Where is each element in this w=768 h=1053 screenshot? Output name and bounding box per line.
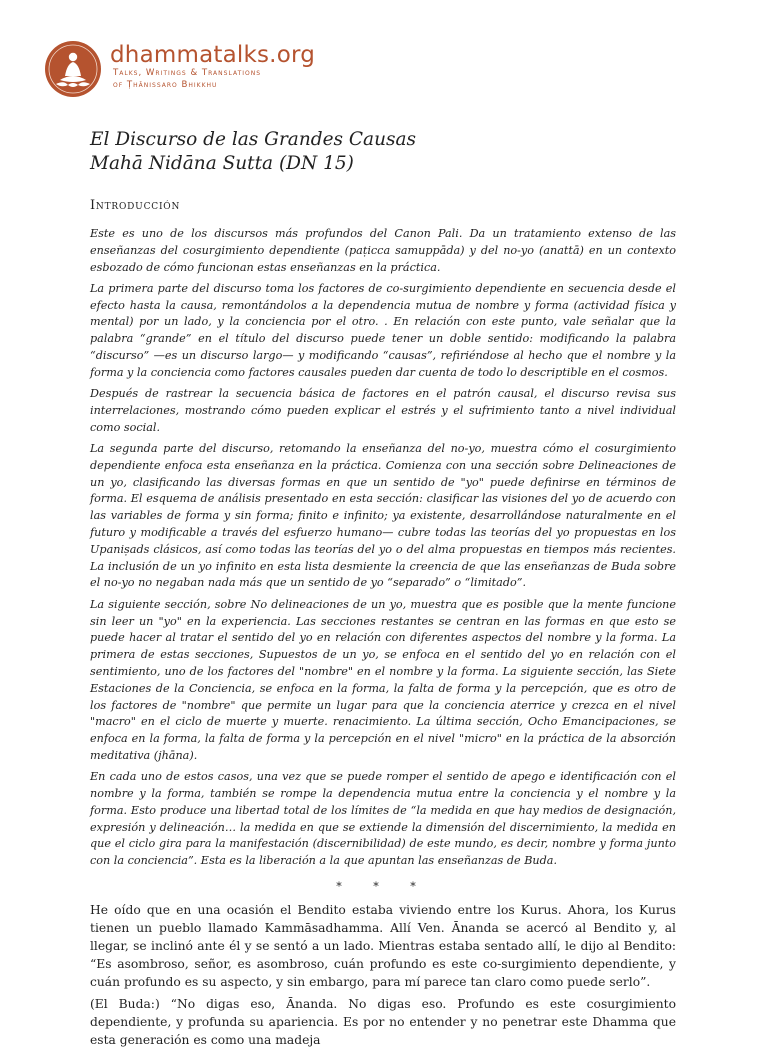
site-tagline-line1: Talks, Writings & Translations bbox=[113, 68, 262, 78]
introduction bbox=[90, 226, 676, 870]
brand bbox=[110, 43, 315, 91]
section-separator: * * * bbox=[336, 879, 430, 893]
site-header bbox=[44, 40, 315, 98]
site-tagline-line2: of Ṭhānissaro Bhikkhu bbox=[113, 80, 218, 90]
document-title bbox=[90, 128, 416, 176]
meditating-buddha-lotus-logo-icon[interactable] bbox=[44, 40, 102, 98]
intro-paragraph: La primera parte del discurso toma los factores de co-surgimiento dependiente en secuencia desde el efecto hasta la causa, remontándolos a la dependencia mutua de nombre y forma (actividad física y mental) por un lado, y la conciencia por el otro. . En relación con este punto, vale señalar que la palabra “grande” en el título del discurso puede tener un doble sentido: modificando la palabra “discurso” —es un discurso largo— y modificando “causas”, refiriéndose al hecho que el nombre y la forma y la conciencia como factores causales pueden dar cuenta de todo lo descriptible en el cosmos. bbox=[90, 281, 676, 379]
intro-paragraph: En cada uno de estos casos, una vez que se puede romper el sentido de apego e identificación con el nombre y la forma, también se rompe la dependencia mutua entre la conciencia y el nombre y la forma. Esto produce una libertad total de los límites de “la medida en que hay medios de designación, expresión y delineación… la medida en que se extiende la dimensión del discernimiento, la medida en que el ciclo gira para la manifestación (discernibilidad) de este mundo, es decir, nombre y forma junto con la conciencia”. Esta es la liberación a la que apuntan las enseñanzas de Buda. bbox=[90, 770, 676, 868]
document-body bbox=[90, 226, 676, 1053]
sutta-paragraph: He oído que en una ocasión el Bendito estaba viviendo entre los Kurus. Ahora, los Kurus tienen un pueblo llamado Kammāsadhamma. Allí Ven. Ānanda se acercó al Bendito y, al llegar, se inclinó ante él y se sentó a un lado. Mientras estaba sentado allí, le dijo al Bendito: “Es asombroso, señor, es asombroso, cuán profundo es este co-surgimiento dependiente, y cuán profundo es su aspecto, y sin embargo, para mí parece tan claro como puede serlo”. bbox=[90, 902, 676, 989]
sutta-paragraph: (El Buda:) “No digas eso, Ānanda. No digas eso. Profundo es este cosurgimiento dependiente, y profunda su apariencia. Es por no entender y no penetrar este Dhamma que esta generación es como una madeja bbox=[90, 996, 676, 1047]
intro-paragraph: La segunda parte del discurso, retomando la enseñanza del no-yo, muestra cómo el cosurgimiento dependiente enfoca esta enseñanza en la práctica. Comienza con una sección sobre Delineaciones de un yo, clasificando las diversas formas en que un sentido de "yo" puede definirse en términos de forma. El esquema de análisis presentado en esta sección: clasificar las visiones del yo de acuerdo con las variables de forma y sin forma; finito e infinito; ya existente, desarrollándose naturalmente en el futuro y modificable a través del esfuerzo humano— cubre todas las teorías del yo propuestas en los Upaniṣads clásicos, así como todas las teorías del yo o del alma propuestas en tiempos más recientes. La inclusión de un yo infinito en esta lista desmiente la creencia de que las enseñanzas de Buda sobre el no-yo no negaban nada más que un sentido de yo “separado” o “limitado”. bbox=[90, 442, 676, 590]
intro-paragraph: Este es uno de los discursos más profundos del Canon Pali. Da un tratamiento extenso de las enseñanzas del cosurgimiento dependiente (paṭicca samuppāda) y del no-yo (anattā) en un contexto esbozado de cómo funcionan estas enseñanzas en la práctica. bbox=[90, 227, 676, 274]
intro-paragraph: La siguiente sección, sobre No delineaciones de un yo, muestra que es posible que la mente funcione sin leer un "yo" en la experiencia. Las secciones restantes se centran en las formas en que esto se puede hacer al tratar el sentido del yo en relación con diferentes aspectos del nombre y la forma. La primera de estas secciones, Supuestos de un yo, se enfoca en el sentido del yo en relación con el sentimiento, uno de los factores del "nombre" en el nombre y la forma. La siguiente sección, las Siete Estaciones de la Conciencia, se enfoca en la forma, la falta de forma y la percepción, que es otro de los factores de "nombre" que permite un lugar para que la conciencia aterrice y crezca en el nivel "macro" en el ciclo de muerte y muerte. renacimiento. La última sección, Ocho Emancipaciones, se enfoca en la forma, la falta de forma y la percepción en el nivel "micro" en la práctica de la absorción meditativa (jhāna). bbox=[90, 597, 676, 762]
title-line-1: El Discurso de las Grandes Causas bbox=[90, 129, 417, 150]
title-line-2: Mahā Nidāna Sutta (DN 15) bbox=[90, 153, 354, 174]
intro-paragraph: Después de rastrear la secuencia básica de factores en el patrón causal, el discurso revisa sus interrelaciones, mostrando cómo pueden explicar el estrés y el sufrimiento tanto a nivel individual como social. bbox=[90, 387, 676, 434]
sutta-text bbox=[90, 901, 676, 1049]
site-name[interactable]: dhammatalks.org bbox=[110, 42, 316, 68]
section-heading: Introducción bbox=[90, 198, 181, 213]
